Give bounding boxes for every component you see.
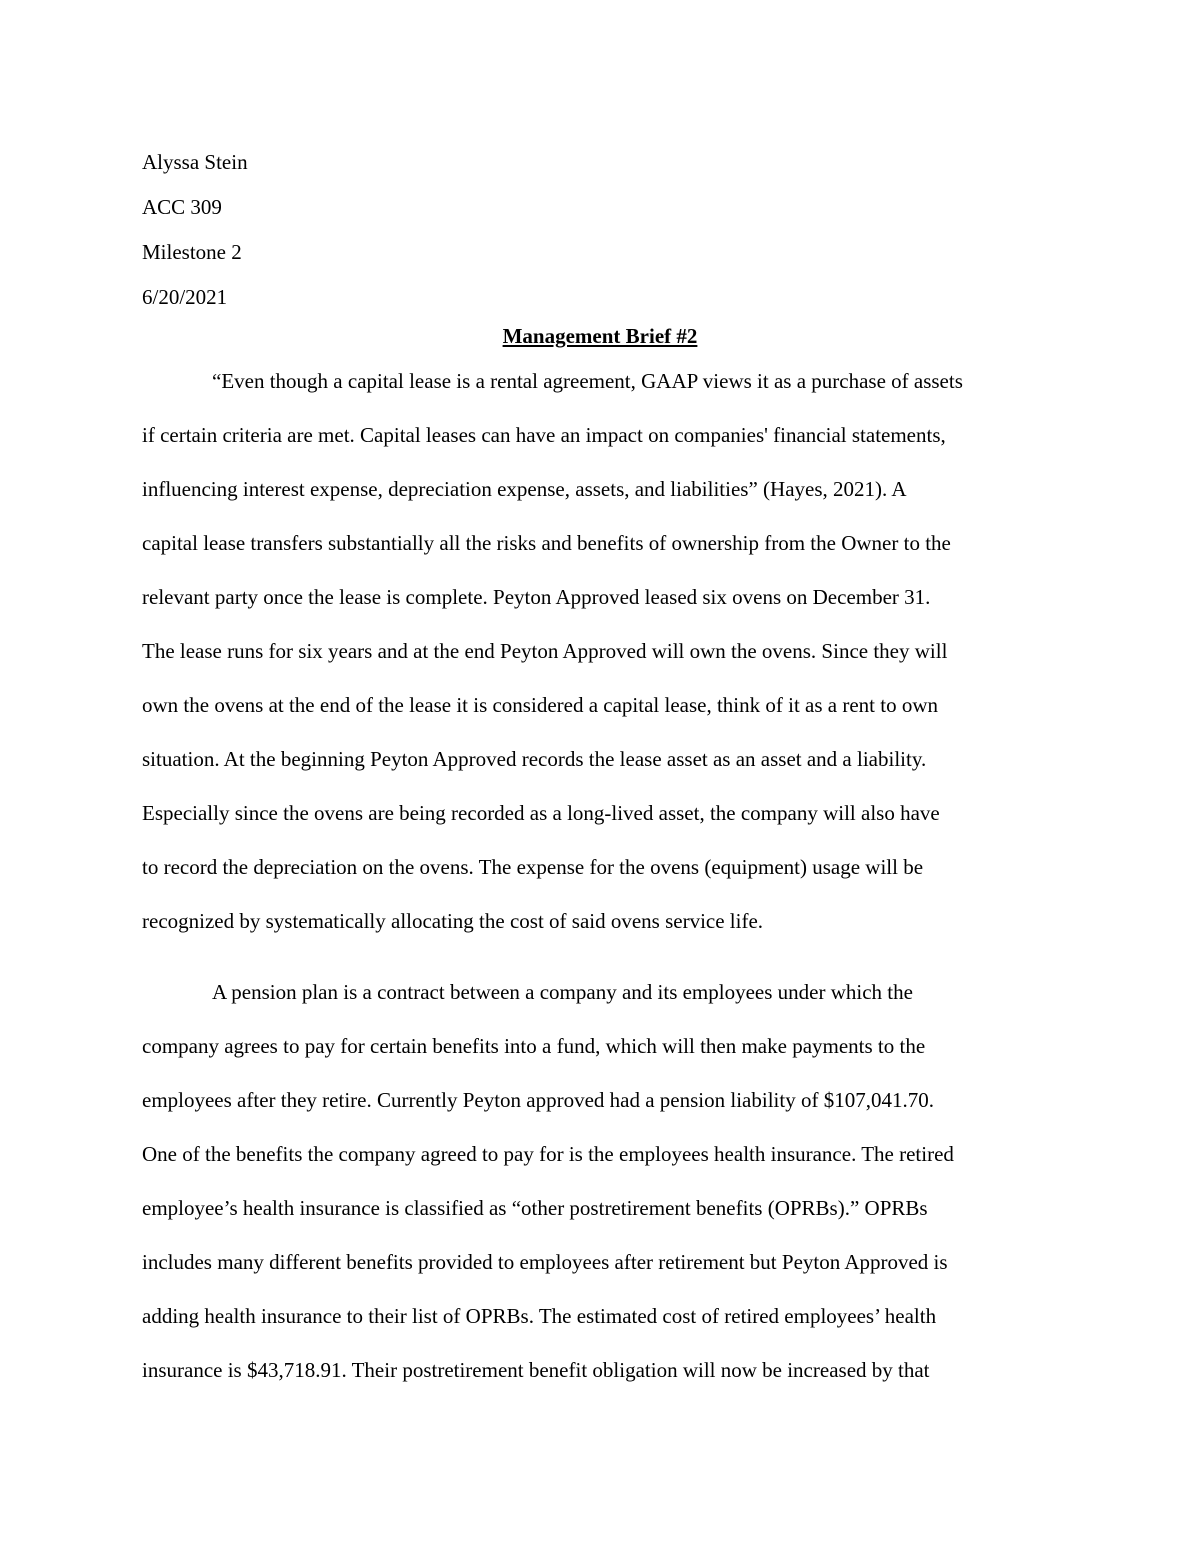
- paragraph-line: insurance is $43,718.91. Their postretirement benefit obligation will now be increased by that: [142, 1358, 930, 1382]
- paragraph-line: A pension plan is a contract between a company and its employees under which the: [212, 980, 913, 1004]
- paragraph-capital-lease: [142, 354, 1054, 948]
- paragraph-line: relevant party once the lease is complete. Peyton Approved leased six ovens on December 31.: [142, 585, 931, 609]
- paragraph-line: if certain criteria are met. Capital leases can have an impact on companies' financial statements,: [142, 423, 946, 447]
- author-name: Alyssa Stein: [142, 150, 248, 174]
- paragraph-line: employee’s health insurance is classified as “other postretirement benefits (OPRBs).” OPRBs: [142, 1196, 928, 1220]
- document-header: [142, 140, 742, 320]
- paragraph-line: recognized by systematically allocating the cost of said ovens service life.: [142, 909, 764, 933]
- paragraph-line: company agrees to pay for certain benefits into a fund, which will then make payments to the: [142, 1034, 926, 1058]
- paragraph-line: adding health insurance to their list of OPRBs. The estimated cost of retired employees’ health: [142, 1304, 937, 1328]
- course-code: ACC 309: [142, 195, 222, 219]
- paragraph-line: situation. At the beginning Peyton Approved records the lease asset as an asset and a liability.: [142, 747, 927, 771]
- paragraph-line: The lease runs for six years and at the end Peyton Approved will own the ovens. Since they will: [142, 639, 948, 663]
- paragraph-line: includes many different benefits provided to employees after retirement but Peyton Approved is: [142, 1250, 948, 1274]
- paragraph-line: employees after they retire. Currently Peyton approved had a pension liability of $107,041.70.: [142, 1088, 934, 1112]
- document-date: 6/20/2021: [142, 285, 228, 309]
- paragraph-line: influencing interest expense, depreciation expense, assets, and liabilities” (Hayes, 2021). A: [142, 477, 907, 501]
- assignment-name: Milestone 2: [142, 240, 242, 264]
- document-title: Management Brief #2: [502, 324, 698, 348]
- paragraph-line: capital lease transfers substantially all the risks and benefits of ownership from the Owner to the: [142, 531, 951, 555]
- paragraph-line: to record the depreciation on the ovens. The expense for the ovens (equipment) usage will be: [142, 855, 924, 879]
- paragraph-line: “Even though a capital lease is a rental agreement, GAAP views it as a purchase of assets: [212, 369, 963, 393]
- paragraph-line: own the ovens at the end of the lease it is considered a capital lease, think of it as a rent to own: [142, 693, 939, 717]
- paragraph-line: Especially since the ovens are being recorded as a long-lived asset, the company will also have: [142, 801, 940, 825]
- paragraph-line: One of the benefits the company agreed to pay for is the employees health insurance. The retired: [142, 1142, 954, 1166]
- paragraph-pension-plan: [142, 965, 1054, 1397]
